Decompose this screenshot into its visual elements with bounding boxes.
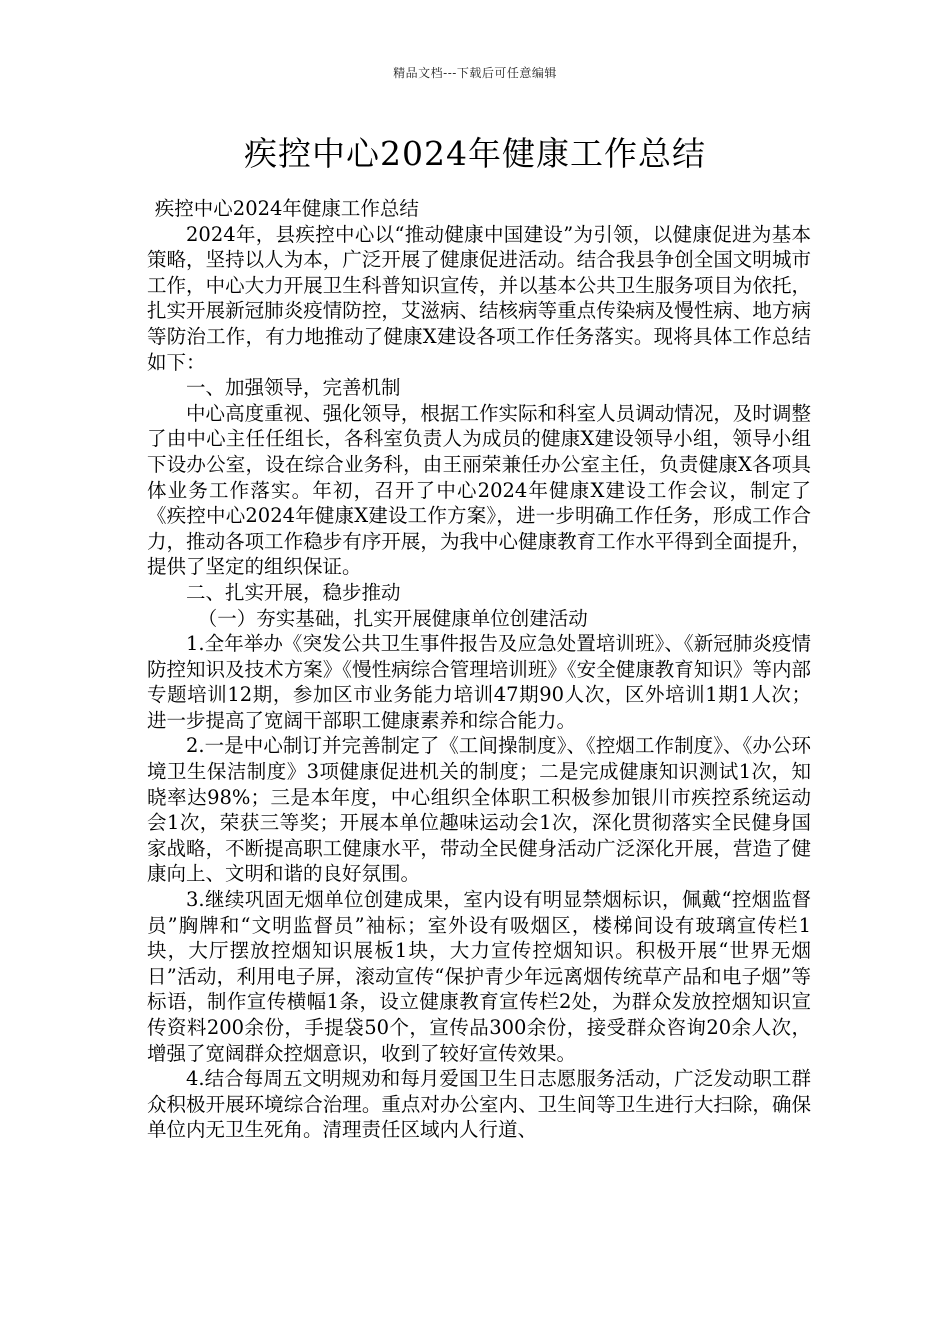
paragraph-item-4: 4.结合每周五文明规劝和每月爱国卫生日志愿服务活动，广泛发动职工群众积极开展环境综合治理。重点对办公室内、卫生间等卫生进行大扫除，确保单位内无卫生死角。清理责任区域内人行道、 <box>147 1067 811 1142</box>
paragraph-item-2: 2.一是中心制订并完善制定了《工间操制度》、《控烟工作制度》、《办公环境卫生保洁制度》3项健康促进机关的制度；二是完成健康知识测试1次，知晓率达98%；三是本年度，中心组织全体职工积极参加银川市疾控系统运动会1次，荣获三等奖；开展本单位趣味运动会1次，深化贯彻落实全民健身国家战略，不断提高职工健康水平，带动全民健身活动广泛深化开展，营造了健康向上、文明和谐的良好氛围。 <box>147 734 811 886</box>
document-body <box>147 196 811 1143</box>
paragraph-repeated-title: 疾控中心2024年健康工作总结 <box>154 197 419 220</box>
paragraph-item-1: 1.全年举办《突发公共卫生事件报告及应急处置培训班》、《新冠肺炎疫情防控知识及技术方案》《慢性病综合管理培训班》《安全健康教育知识》等内部专题培训12期，参加区市业务能力培训47期90人次，区外培训1期1人次；进一步提高了宽阔干部职工健康素养和综合能力。 <box>147 632 811 732</box>
section-heading-1: 一、加强领导，完善机制 <box>186 376 401 400</box>
section-heading-2: 二、扎实开展，稳步推动 <box>186 580 401 604</box>
paragraph-intro: 2024年，县疾控中心以“推动健康中国建设”为引领，以健康促进为基本策略，坚持以人为本，广泛开展了健康促进活动。结合我县争创全国文明城市工作，中心大力开展卫生科普知识宣传，并以基本公共卫生服务项目为依托，扎实开展新冠肺炎疫情防控，艾滋病、结核病等重点传染病及慢性病、地方病等防治工作，有力地推动了健康X建设各项工作任务落实。现将具体工作总结如下： <box>147 222 811 374</box>
document-title: 疾控中心2024年健康工作总结 <box>244 134 706 173</box>
paragraph-section-1: 中心高度重视、强化领导，根据工作实际和科室人员调动情况，及时调整了由中心主任任组长，各科室负责人为成员的健康X建设领导小组，领导小组下设办公室，设在综合业务科，由王丽荣兼任办公室主任，负责健康X各项具体业务工作落实。年初，召开了中心2024年健康X建设工作会议，制定了《疾控中心2024年健康X建设工作方案》，进一步明确工作任务，形成工作合力，推动各项工作稳步有序开展，为我中心健康教育工作水平得到全面提升，提供了坚定的组织保证。 <box>147 401 811 579</box>
header-note: 精品文档---下载后可任意编辑 <box>393 66 557 80</box>
paragraph-item-3: 3.继续巩固无烟单位创建成果，室内设有明显禁烟标识，佩戴“控烟监督员”胸牌和“文明监督员”袖标；室外设有吸烟区，楼梯间设有玻璃宣传栏1块，大厅摆放控烟知识展板1块，大力宣传控烟知识。积极开展“世界无烟日”活动，利用电子屏，滚动宣传“保护青少年远离烟传统草产品和电子烟”等标语，制作宣传横幅1条，设立健康教育宣传栏2处，为群众发放控烟知识宣传资料200余份，手提袋50个，宣传品300余份，接受群众咨询20余人次，增强了宽阔群众控烟意识，收到了较好宣传效果。 <box>147 888 811 1065</box>
subsection-heading-1: （一）夯实基础，扎实开展健康单位创建活动 <box>197 606 588 630</box>
